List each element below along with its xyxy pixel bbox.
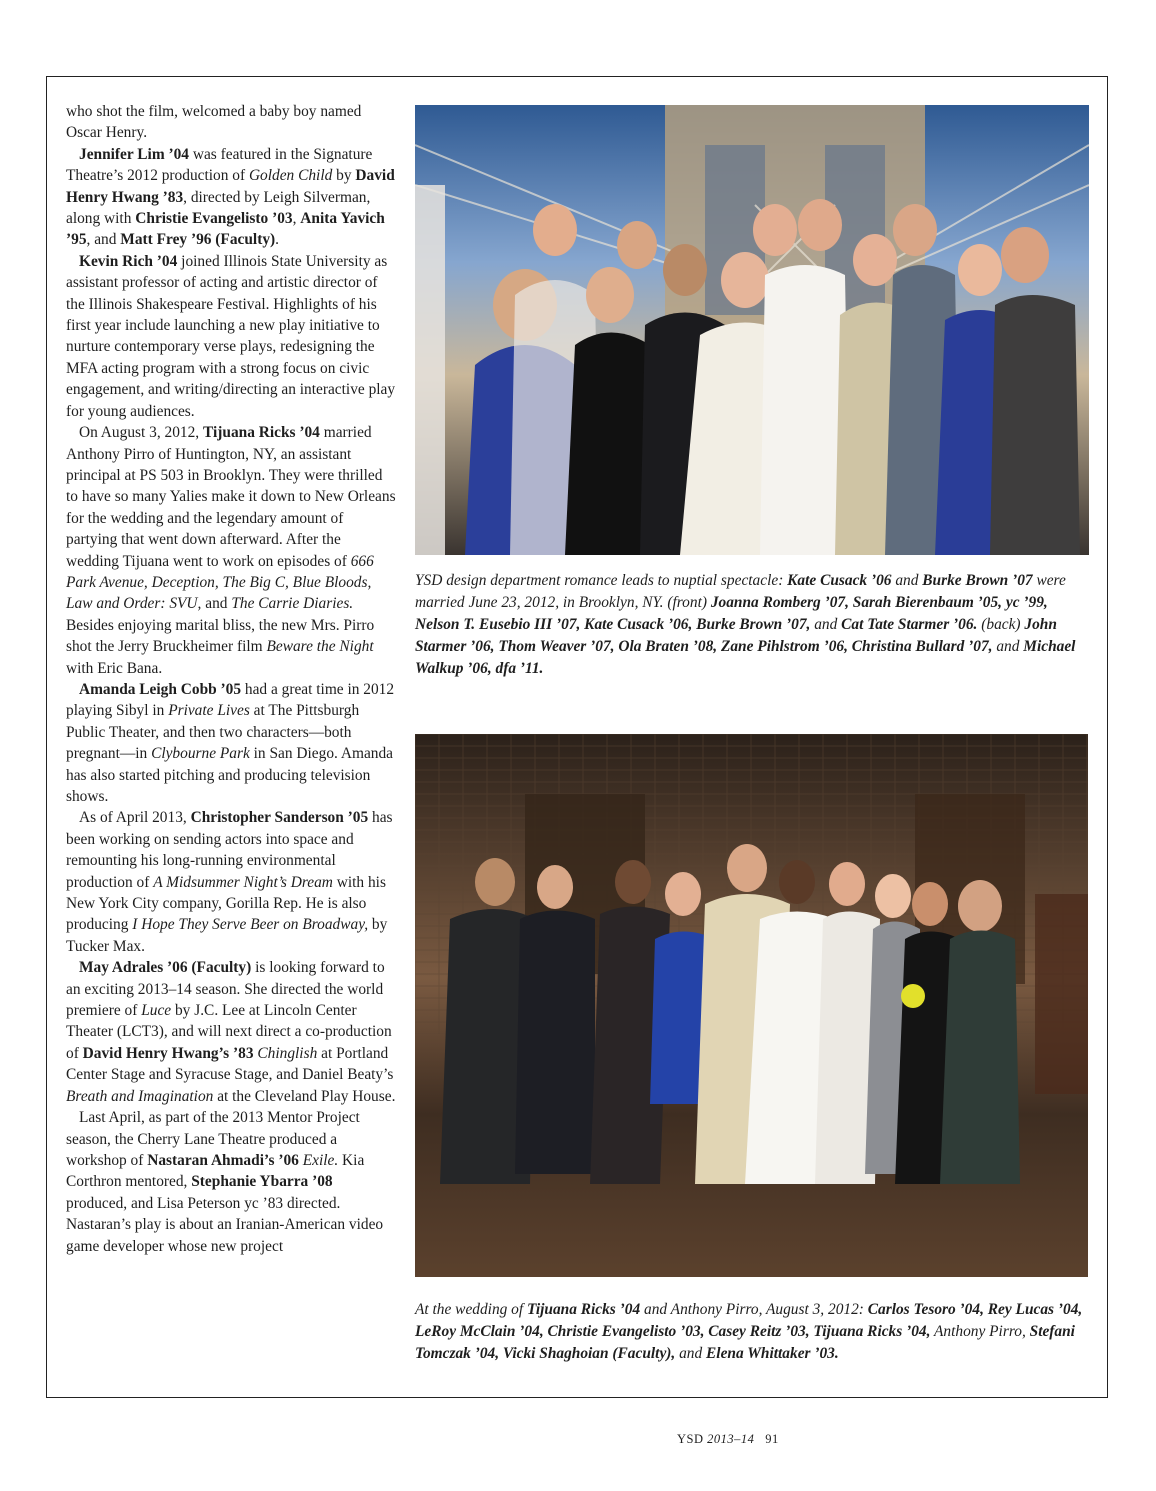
text-column (66, 101, 396, 1257)
wedding-photo-brooklyn (415, 105, 1089, 555)
paragraph-3: Kevin Rich ’04 joined Illinois State University as assistant professor of acting and artistic director of the Illinois Shakespeare Festival. Highlights of his first year include launching a new play initiative to nurture contemporary verse plays, redesigning the MFA acting program with a strong focus on civic engagement, and writing/directing an interactive play for young audiences. (66, 252, 396, 420)
paragraph-1: who shot the film, welcomed a baby boy named Oscar Henry. (66, 103, 362, 142)
paragraph-8: Last April, as part of the 2013 Mentor Project season, the Cherry Lane Theatre produced a workshop of Nastaran Ahmadi’s ’06 Exile. Kia Corthron mentored, Stephanie Ybarra ’08 produced, and Lisa Peterson yc ’83 directed. Nastaran’s play is about an Iranian-American video game developer whose new project (66, 1109, 384, 1255)
paragraph-6: As of April 2013, Christopher Sanderson ’05 has been working on sending actors into space and remounting his long-running environmental production of A Midsummer Night’s Dream with his New York City company, Gorilla Rep. He is also producing I Hope They Serve Beer on Broadway, by Tucker Max. (66, 809, 393, 955)
page-number: 91 (765, 1432, 779, 1446)
photo-caption-2: At the wedding of Tijuana Ricks ’04 and Anthony Pirro, August 3, 2012: Carlos Tesoro ’04, Rey Lucas ’04, LeRoy McClain ’04, Christie Evangelisto ’03, Casey Reitz ’03, Tijuana Ricks ’04, Anthony Pirro, Stefani Tomczak ’04, Vicki Shaghoian (Faculty), and Elena Whittaker ’03. (415, 1301, 1083, 1362)
paragraph-4: On August 3, 2012, Tijuana Ricks ’04 married Anthony Pirro of Huntington, NY, an assistant principal at PS 503 in Brooklyn. They were thrilled to have so many Yalies make it down to New Orleans for the wedding and the legendary amount of partying that went down afterward. After the wedding Tijuana went to work on episodes of 666 Park Avenue, Deception, The Big C, Blue Bloods, Law and Order: SVU, and The Carrie Diaries. Besides enjoying marital bliss, the new Mrs. Pirro shot the Jerry Bruckheimer film Beware the Night with Eric Bana. (66, 424, 396, 677)
paragraph-2: Jennifer Lim ’04 was featured in the Signature Theatre’s 2012 production of Golden Child by David Henry Hwang ’83, directed by Leigh Silverman, along with Christie Evangelisto ’03, Anita Yavich ’95, and Matt Frey ’96 (Faculty). (66, 145, 395, 249)
footer-label: YSD (677, 1432, 704, 1446)
paragraph-5: Amanda Leigh Cobb ’05 had a great time in 2012 playing Sibyl in Private Lives at The Pittsburgh Public Theater, and then two characters—both pregnant—in Clybourne Park in San Diego. Amanda has also started pitching and producing television shows. (66, 680, 395, 805)
paragraph-7: May Adrales ’06 (Faculty) is looking forward to an exciting 2013–14 season. She directed the world premiere of Luce by J.C. Lee at Lincoln Center Theater (LCT3), and will next direct a co-production of David Henry Hwang’s ’83 Chinglish at Portland Center Stage and Syracuse Stage, and Daniel Beaty’s Breath and Imagination at the Cleveland Play House. (66, 959, 396, 1105)
wedding-photo-new-orleans (415, 734, 1088, 1277)
footer-year: 2013–14 (707, 1432, 755, 1446)
page-footer (677, 1432, 779, 1447)
photo-caption-1: YSD design department romance leads to nuptial spectacle: Kate Cusack ’06 and Burke Brown ’07 were married June 23, 2012, in Brooklyn, NY. (front) Joanna Romberg ’07, Sarah Bierenbaum ’05, yc ’99, Nelson T. Eusebio III ’07, Kate Cusack ’06, Burke Brown ’07, and Cat Tate Starmer ’06. (back) John Starmer ’06, Thom Weaver ’07, Ola Braten ’08, Zane Pihlstrom ’06, Christina Bullard ’07, and Michael Walkup ’06, dfa ’11. (415, 572, 1076, 677)
